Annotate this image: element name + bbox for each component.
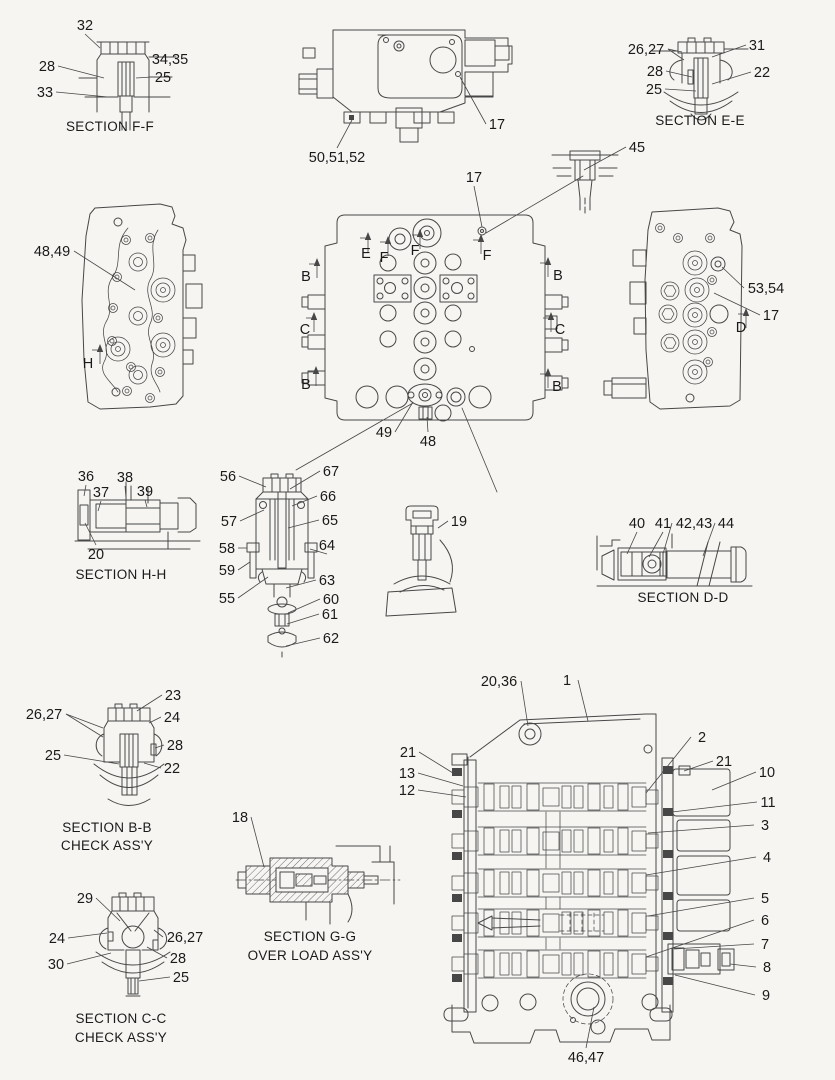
part-callout-41: 41 xyxy=(654,516,672,532)
leader-line xyxy=(85,34,100,48)
leader-line xyxy=(287,614,319,624)
section-view-arrow xyxy=(97,344,103,352)
section-gg-drawing xyxy=(236,846,400,924)
view-letter-D: D xyxy=(735,320,747,336)
main-valve-cross-section-drawing xyxy=(444,714,734,1043)
part-callout-63: 63 xyxy=(318,573,336,589)
view-letter-E: E xyxy=(361,246,371,262)
leader-line xyxy=(136,77,152,78)
load-check-assembly-drawing xyxy=(247,474,317,657)
leader-line xyxy=(288,520,319,528)
part-callout-56: 56 xyxy=(219,469,237,485)
section-bb-drawing xyxy=(94,704,164,806)
part-callout-25: 25 xyxy=(645,82,663,98)
port-plate-left xyxy=(374,275,411,302)
part-callout-65: 65 xyxy=(321,513,339,529)
part-callout-64: 64 xyxy=(318,538,336,554)
part-callout-18: 18 xyxy=(231,810,249,826)
part-callout-32: 32 xyxy=(76,18,94,34)
leader-line xyxy=(290,471,320,489)
part-callout-21: 21 xyxy=(399,745,417,761)
pressure-spool-row xyxy=(478,913,604,933)
leader-line xyxy=(712,72,751,84)
part-callout-20-36: 20,36 xyxy=(480,674,518,690)
leader-line xyxy=(712,45,746,57)
part-callout-10: 10 xyxy=(758,765,776,781)
spool-cap-blocks xyxy=(673,766,730,931)
section-dd-title: SECTION D-D xyxy=(637,590,729,605)
view-letter-F: F xyxy=(482,248,492,264)
part-callout-4: 4 xyxy=(762,850,772,866)
part-callout-17: 17 xyxy=(488,117,506,133)
part-callout-59: 59 xyxy=(218,563,236,579)
leader-line xyxy=(56,92,108,97)
part-callout-48-49: 48,49 xyxy=(33,244,71,260)
gallery-lines xyxy=(546,812,560,949)
main-valve-top-view-drawing xyxy=(296,176,583,492)
view-letter-H: H xyxy=(82,356,94,372)
view-letter-C: C xyxy=(299,322,311,338)
leader-line xyxy=(144,763,161,768)
part-callout-23: 23 xyxy=(164,688,182,704)
plug-45-drawing xyxy=(552,151,618,214)
part-callout-53-54: 53,54 xyxy=(747,281,785,297)
section-dd-drawing xyxy=(597,534,752,586)
section-gg-title: SECTION G-G xyxy=(263,929,357,944)
leader-line xyxy=(419,752,453,773)
leader-line xyxy=(67,953,111,964)
leader-line xyxy=(722,267,744,288)
part-callout-39: 39 xyxy=(136,484,154,500)
part-callout-24: 24 xyxy=(48,931,66,947)
part-callout-29: 29 xyxy=(76,891,94,907)
section-view-arrow xyxy=(365,232,371,240)
leader-line xyxy=(147,947,167,958)
part-callout-2: 2 xyxy=(697,730,707,746)
view-letter-F: F xyxy=(379,250,389,266)
leader-line xyxy=(139,977,170,981)
leader-line xyxy=(584,147,626,170)
part-callout-66: 66 xyxy=(319,489,337,505)
part-callout-34-35: 34,35 xyxy=(151,52,189,68)
part-callout-28: 28 xyxy=(38,59,56,75)
part-callout-21: 21 xyxy=(715,754,733,770)
leader-line xyxy=(395,402,413,432)
center-spool-bores xyxy=(414,252,436,380)
part-callout-45: 45 xyxy=(628,140,646,156)
section-view-arrow xyxy=(417,229,423,237)
leader-line xyxy=(286,638,320,646)
leader-line xyxy=(238,562,250,570)
leader-line xyxy=(238,577,268,598)
link-line-valve-19 xyxy=(462,408,497,492)
right-end-view-drawing xyxy=(604,208,742,409)
part-callout-12: 12 xyxy=(398,783,416,799)
valve-front-view-drawing xyxy=(299,30,512,142)
part-callout-22: 22 xyxy=(753,65,771,81)
leader-line xyxy=(251,817,264,867)
part-callout-24: 24 xyxy=(163,710,181,726)
view-letter-B: B xyxy=(553,268,563,284)
part-callout-8: 8 xyxy=(762,960,772,976)
leader-line xyxy=(648,898,754,916)
part-callout-1: 1 xyxy=(562,673,572,689)
port-plate-right xyxy=(440,275,477,302)
part-callout-46-47: 46,47 xyxy=(567,1050,605,1066)
part-callout-36: 36 xyxy=(77,469,95,485)
section-cc-title: SECTION C-C xyxy=(75,1011,167,1026)
part-callout-19: 19 xyxy=(450,514,468,530)
leader-line xyxy=(418,790,466,797)
part-callout-60: 60 xyxy=(322,592,340,608)
leader-line xyxy=(98,501,101,511)
left-end-view-drawing xyxy=(82,204,202,409)
leader-line xyxy=(521,681,528,726)
part-callout-61: 61 xyxy=(321,607,339,623)
leader-line xyxy=(648,825,754,833)
section-cc-subtitle: CHECK ASS'Y xyxy=(74,1030,168,1045)
part-callout-37: 37 xyxy=(92,485,110,501)
part-callout-50-51-52: 50,51,52 xyxy=(308,150,366,166)
leader-line xyxy=(239,476,266,487)
part-callout-33: 33 xyxy=(36,85,54,101)
part-callout-5: 5 xyxy=(760,891,770,907)
part-callout-26-27: 26,27 xyxy=(25,707,63,723)
section-view-arrow xyxy=(314,258,320,266)
section-view-arrow xyxy=(385,236,391,244)
leader-line xyxy=(240,510,264,521)
leader-line xyxy=(627,532,637,554)
leader-line xyxy=(665,89,696,91)
part-callout-25: 25 xyxy=(44,748,62,764)
leader-line xyxy=(649,532,663,557)
part-callout-3: 3 xyxy=(760,818,770,834)
section-view-arrow xyxy=(313,366,319,374)
part-callout-17: 17 xyxy=(762,308,780,324)
leader-line xyxy=(64,755,119,764)
part-callout-30: 30 xyxy=(47,957,65,973)
part-callout-25: 25 xyxy=(172,970,190,986)
part-callout-42-43: 42,43 xyxy=(675,516,713,532)
leader-line xyxy=(147,57,148,59)
section-ff-title: SECTION F-F xyxy=(65,119,155,134)
part-callout-31: 31 xyxy=(748,38,766,54)
leader-line xyxy=(68,933,107,938)
leader-line xyxy=(145,500,147,507)
part-callout-6: 6 xyxy=(760,913,770,929)
leader-line xyxy=(460,77,486,124)
spool-ends-left xyxy=(299,295,325,385)
callout-labels-layer xyxy=(26,18,784,1066)
leader-line xyxy=(438,521,448,528)
leader-line xyxy=(337,120,352,148)
leader-line xyxy=(578,680,588,721)
part-callout-40: 40 xyxy=(628,516,646,532)
leader-line xyxy=(674,944,754,949)
part-callout-7: 7 xyxy=(760,937,770,953)
leader-line xyxy=(712,772,756,790)
part-callout-48: 48 xyxy=(419,434,437,450)
leader-line xyxy=(149,717,161,723)
view-letter-C: C xyxy=(554,322,566,338)
section-titles xyxy=(61,113,745,1045)
section-ee-drawing xyxy=(652,38,748,120)
part-callout-49: 49 xyxy=(375,425,393,441)
part-callout-22: 22 xyxy=(163,761,181,777)
leader-line xyxy=(474,186,482,227)
part-callout-11: 11 xyxy=(760,795,776,811)
section-view-arrow xyxy=(545,257,551,265)
section-view-arrow xyxy=(545,368,551,376)
part-callout-28: 28 xyxy=(166,738,184,754)
part-callout-26-27: 26,27 xyxy=(627,42,665,58)
section-bb-subtitle: CHECK ASS'Y xyxy=(60,838,154,853)
view-letter-B: B xyxy=(552,379,562,395)
part-callout-26-27: 26,27 xyxy=(166,930,204,946)
view-letter-B: B xyxy=(301,377,311,393)
part-callout-67: 67 xyxy=(322,464,340,480)
section-hh-title: SECTION H-H xyxy=(75,567,167,582)
part-callout-28: 28 xyxy=(646,64,664,80)
part-callout-28: 28 xyxy=(169,951,187,967)
mount-line-45 xyxy=(486,176,583,233)
part-callout-13: 13 xyxy=(398,766,416,782)
part-callout-58: 58 xyxy=(218,541,236,557)
view-letter-F: F xyxy=(410,243,420,259)
section-ee-title: SECTION E-E xyxy=(655,113,745,128)
section-gg-subtitle: OVER LOAD ASS'Y xyxy=(247,948,373,963)
section-bb-title: SECTION B-B xyxy=(62,820,152,835)
part-callout-44: 44 xyxy=(717,516,735,532)
leader-line xyxy=(646,737,691,793)
part-callout-57: 57 xyxy=(220,514,238,530)
part-callout-17: 17 xyxy=(465,170,483,186)
leader-line xyxy=(672,802,757,812)
section-view-arrow xyxy=(311,312,317,320)
part-callout-62: 62 xyxy=(322,631,340,647)
part-callout-55: 55 xyxy=(218,591,236,607)
view-letter-B: B xyxy=(301,269,311,285)
part-callout-38: 38 xyxy=(116,470,134,486)
part-callout-20: 20 xyxy=(87,547,105,563)
leader-line xyxy=(675,975,755,995)
part-callout-25: 25 xyxy=(154,70,172,86)
part-callout-9: 9 xyxy=(761,988,771,1004)
link-line-check-assembly xyxy=(296,403,413,470)
